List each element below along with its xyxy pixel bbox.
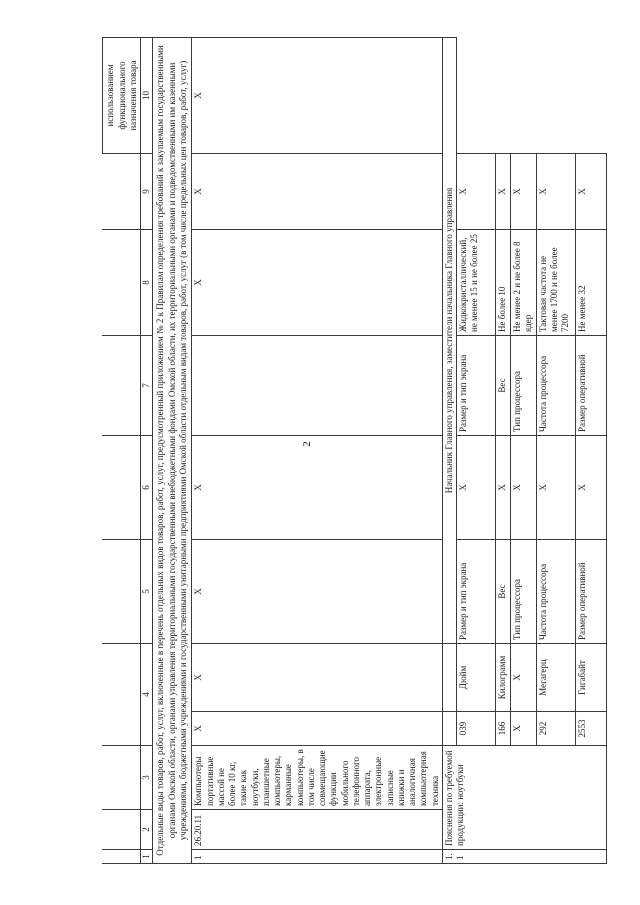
mark-x: X [511,436,537,540]
col-num: 10 [141,38,153,154]
table-row [575,38,606,864]
okei-code: 039 [457,712,496,746]
characteristic: Размер оперативной [575,540,606,644]
col-num: 3 [141,746,153,810]
unit-name: Килограмм [496,644,511,712]
mark-x: X [192,436,443,540]
mark-x: X [192,230,443,336]
mark-x: X [496,154,511,230]
value: Не менее 32 [575,230,606,336]
col-num: 4 [141,644,153,746]
col-num: 9 [141,154,153,230]
mark-x: X [457,436,496,540]
mark-x: X [575,436,606,540]
characteristic: Размер и тип экрана [457,540,496,644]
page-number: 2 [300,441,313,447]
header-row [103,38,141,864]
characteristic: Размер оперативной [575,336,606,436]
mark-x: X [496,436,511,540]
characteristic: Вес [496,540,511,644]
mark-x: X [192,540,443,644]
mark-x: X [192,712,443,746]
mark-x: X [192,644,443,712]
mark-x: X [192,154,443,230]
section-caption-row [153,38,192,864]
col10-header: использованием функционального назначения товара [103,38,141,154]
column-number-row [141,38,153,864]
mark-x: X [536,436,575,540]
okei-code: X [511,712,537,746]
mark-x: X [457,154,496,230]
unit-name: Гигабайт [575,644,606,712]
unit-name: X [511,644,537,712]
row-number: 1.1 [442,850,606,864]
col-num: 6 [141,436,153,540]
characteristic: Тип процессора [511,540,537,644]
characteristic: Частота процессора [536,336,575,436]
okpd-code: 26.20.11 [192,810,443,850]
table-row [457,38,496,864]
col-num: 8 [141,230,153,336]
okei-code: 2553 [575,712,606,746]
mark-x: X [536,154,575,230]
position-subheader: Начальник Главного управления, заместители начальника Главного управления [442,38,456,644]
table-row [536,38,575,864]
col-num: 5 [141,540,153,644]
characteristic: Частота процессора [536,540,575,644]
product-name: Компьютеры портативные массой не более 10 кг, такие как ноутбуки, планшетные компьютеры, карманные компьютеры, в том числе совмещающие функции мобильного телефонного аппарата, электронные записные книжки и аналогичная компьютерная техника [192,746,443,810]
table-row [511,38,537,864]
requirements-table [102,37,607,864]
mark-x: X [192,38,443,154]
characteristic: Размер и тип экрана [457,336,496,436]
characteristic: Вес [496,336,511,436]
subheader-row [442,38,456,864]
col-num: 7 [141,336,153,436]
okei-code: 292 [536,712,575,746]
value: Не менее 2 и не более 8 ядер [511,230,537,336]
explanation-label: Пояснения по требуемой продукции: ноутбуки [442,746,606,850]
value: Не более 10 [496,230,511,336]
value: Тактовая частота не менее 1700 и не более 7200 [536,230,575,336]
mark-x: X [511,154,537,230]
row-number: 1 [192,850,443,864]
section-caption: Отдельные виды товаров, работ, услуг, включенные в перечень отдельных видов товаров, работ, услуг, предусмотренный приложением № 2 к Правилам определения требований к закупаемым государственными органами Омской области, органами управления территориальными государственными внебюджетными фондами Омской области, их территориальными органами и подведомственными им казенными учреждениями, бюджетными учреждениями и государственными унитарными предприятиями Омской области отдельным видам товаров, работ, услуг (в том числе предельных цен товаров, работ, услуг) [153,38,192,864]
table-row [496,38,511,864]
unit-name: Дюйм [457,644,496,712]
value: Жидкокристаллический, не менее 15 и не более 25 [457,230,496,336]
col-num: 2 [141,810,153,850]
table-row-1 [192,38,443,864]
okei-code: 166 [496,712,511,746]
unit-name: Мегагерц [536,644,575,712]
mark-x: X [575,154,606,230]
col-num: 1 [141,850,153,864]
characteristic: Тип процессора [511,336,537,436]
rotated-table-page [102,42,640,864]
